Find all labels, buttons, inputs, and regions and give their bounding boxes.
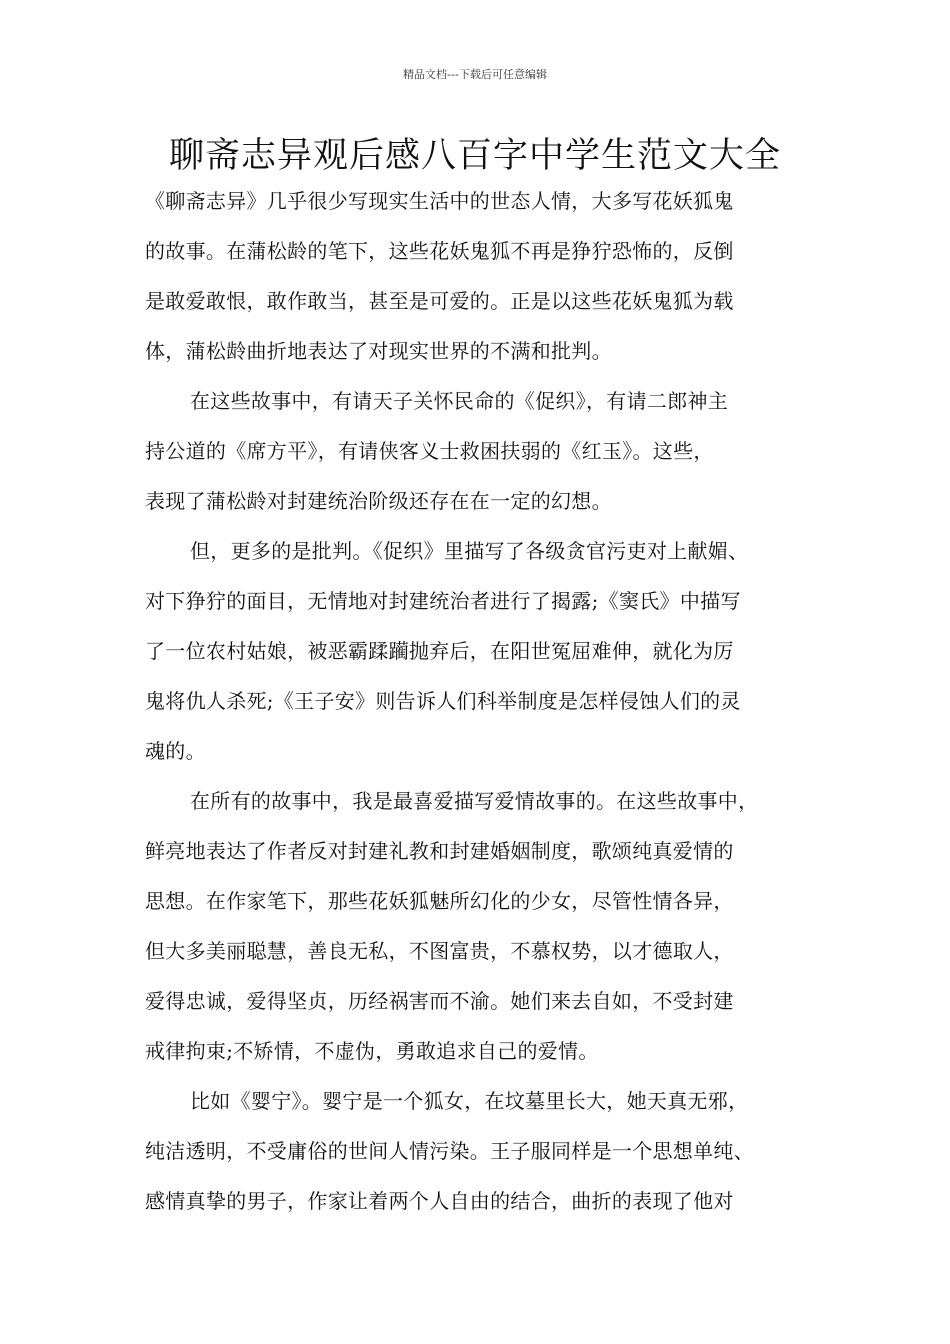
text-line: 思想。在作家笔下，那些花妖狐魅所幻化的少女，尽管性情各异， — [145, 889, 734, 913]
paragraph — [145, 383, 823, 533]
text-line: 戒律拘束;不矫情，不虚伪，勇敢追求自己的爱情。 — [145, 1039, 599, 1063]
text-line: 但，更多的是批判。《促织》里描写了各级贪官污吏对上献媚、 — [190, 539, 749, 563]
text-line: 是敢爱敢恨，敢作敢当，甚至是可爱的。正是以这些花妖鬼狐为载 — [145, 289, 734, 313]
text-line: 比如《婴宁》。婴宁是一个狐女，在坟墓里长大，她天真无邪， — [190, 1089, 749, 1113]
paragraph — [145, 183, 823, 383]
text-line: 在所有的故事中，我是最喜爱描写爱情故事的。在这些故事中， — [190, 789, 759, 813]
text-line: 纯洁透明，不受庸俗的世间人情污染。王子服同样是一个思想单纯、 — [145, 1139, 754, 1163]
paragraph — [145, 783, 823, 1083]
paragraph — [145, 1083, 823, 1233]
text-line: 魂的。 — [145, 739, 206, 763]
text-line: 体，蒲松龄曲折地表达了对现实世界的不满和批判。 — [145, 339, 612, 363]
text-line: 爱得忠诚，爱得坚贞，历经祸害而不渝。她们来去自如，不受封建 — [145, 989, 734, 1013]
page-header: 精品文档---下载后可任意编辑 — [403, 68, 547, 81]
text-line: 鬼将仇人杀死;《王子安》则告诉人们科举制度是怎样侵蚀人们的灵 — [145, 689, 741, 713]
paragraph — [145, 533, 823, 783]
text-line: 的故事。在蒲松龄的笔下，这些花妖鬼狐不再是狰狞恐怖的，反倒 — [145, 239, 734, 263]
text-line: 但大多美丽聪慧，善良无私，不图富贵，不慕权势，以才德取人， — [145, 939, 734, 963]
document-body — [145, 183, 823, 1233]
text-line: 对下狰狞的面目，无情地对封建统治者进行了揭露;《窦氏》中描写 — [145, 589, 741, 613]
text-line: 表现了蒲松龄对封建统治阶级还存在在一定的幻想。 — [145, 489, 612, 513]
document-title: 聊斋志异观后感八百字中学生范文大全 — [168, 136, 781, 176]
text-line: 了一位农村姑娘，被恶霸蹂躏抛弃后，在阳世冤屈难伸，就化为厉 — [145, 639, 734, 663]
text-line: 《聊斋志异》几乎很少写现实生活中的世态人情，大多写花妖狐鬼 — [145, 189, 734, 213]
text-line: 持公道的《席方平》，有请侠客义士救困扶弱的《红玉》。这些， — [145, 439, 714, 463]
text-line: 在这些故事中，有请天子关怀民命的《促织》，有请二郎神主 — [190, 389, 729, 413]
text-line: 鲜亮地表达了作者反对封建礼教和封建婚姻制度，歌颂纯真爱情的 — [145, 839, 734, 863]
text-line: 感情真挚的男子，作家让着两个人自由的结合，曲折的表现了他对 — [145, 1189, 734, 1213]
